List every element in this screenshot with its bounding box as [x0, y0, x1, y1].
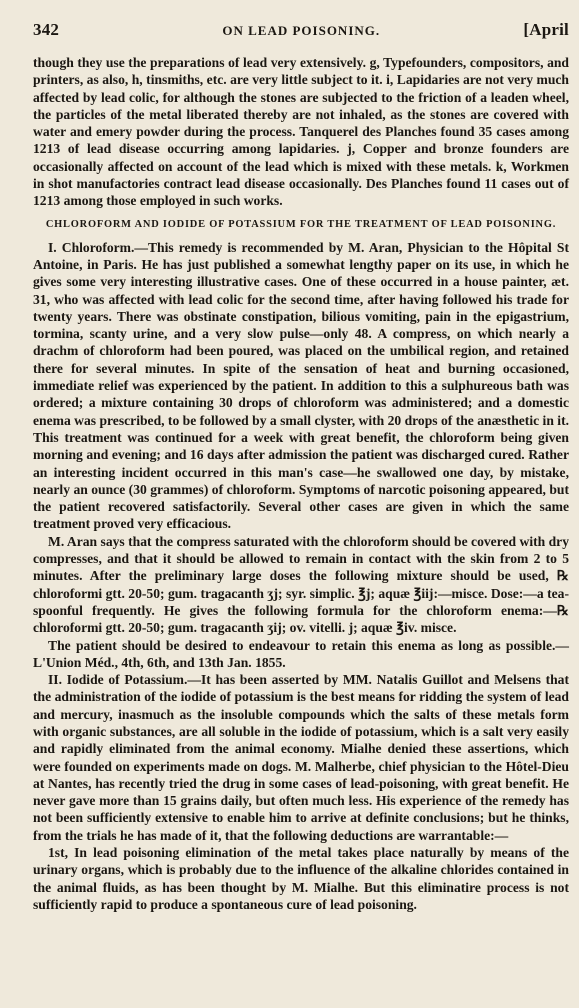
- page-number: 342: [33, 20, 60, 39]
- running-title: ON LEAD POISONING.: [222, 23, 381, 38]
- section-heading: CHLOROFORM AND IODIDE OF POTASSIUM FOR THE TREATMENT OF LEAD POISONING.: [45, 218, 557, 230]
- body-text: [33, 54, 569, 913]
- paragraph-enema: The patient should be desired to endeavour to retain this enema as long as possible.—L'Union Méd., 4th, 6th, and 13th Jan. 1855.: [33, 637, 569, 670]
- paragraph-iodide: II. Iodide of Potassium.—It has been asserted by MM. Natalis Guillot and Melsens that the administration of the iodide of potassium is the best means for ridding the system of lead and mercury, inasmuch as the insoluble compounds which the salts of these metals form with organic substances, are all soluble in the iodide of potassium, which is a salt very easily and rapidly eliminated from the animal economy. Mialhe denied these assertions, which were founded on experiments made on dogs. M. Malherbe, chief physician to the Hôtel-Dieu at Nantes, has recently tried the drug in some cases of lead-poisoning, with great benefit. He never gave more than 15 grains daily, but often much less. His experience of the remedy has not been sufficiently extensive to enable him to arrive at definite conclusions; but he thinks, from the trials he has made of it, that the following deductions are warrantable:—: [33, 672, 569, 843]
- paragraph-compress: M. Aran says that the compress saturated with the chloroform should be covered with dry compresses, and that it should be allowed to remain in contact with the skin from 2 to 5 minutes. After the preliminary large doses the following mixture should be used, ℞ chloroformi gtt. 20-50; gum. tragacanth ʒj; syr. simplic. ℥j; aquæ ℥iij:—misce. Dose:—a tea-spoonful frequently. He gives the following formula for the chloroform enema:—℞ chloroformi gtt. 20-50; gum. tragacanth ʒij; ov. vitelli. j; aquæ ℥iv. misce.: [33, 533, 569, 636]
- paragraph-chloroform: I. Chloroform.—This remedy is recommended by M. Aran, Physician to the Hôpital St Antoine, in Paris. He has just published a somewhat lengthy paper on its use, in which he gives some very interesting illustrative cases. One of these occurred in a house painter, æt. 31, who was affected with lead colic for the second time, after having followed his trade for twenty years. There was obstinate constipation, bilious vomiting, pain in the epigastrium, tormina, scanty urine, and a very slow pulse—only 48. A compress, on which nearly a drachm of chloroform had been poured, was placed on the umbilical region, and retained there for several minutes. In spite of the sensation of heat and burning occasioned, immediate relief was experienced by the patient. In addition to this a sulphureous bath was ordered; a mixture containing 30 drops of chloroform was administered; and a domestic enema was prescribed, to be followed by a small clyster, with 20 drops of the anæsthetic in it. This treatment was continued for a week with great benefit, the chloroform being given morning and evening; and 16 days after admission the patient was discharged cured. Rather an interesting incident occurred in this man's case—he swallowed one day, by mistake, nearly an ounce (30 grammes) of chloroform. Symptoms of narcotic poisoning appeared, but the patient recovered satisfactorily. Several other cases are given in which the same treatment proved very efficacious.: [33, 239, 569, 532]
- running-head: [33, 20, 569, 44]
- running-month: [April: [523, 20, 569, 39]
- paragraph-lead-trades: though they use the preparations of lead very extensively. g, Typefounders, compositors, and printers, as also, h, tinsmiths, etc. are very little subject to it. i, Lapidaries are not very much affected by lead colic, for although the stones are subjected to the friction of a leaden wheel, the particles of the metal liberated thereby are not inhaled, as the stones are covered with water and emery powder during the process. Tanquerel des Planches found 35 cases among 1213 of lead disease occurring among lapidaries. j, Copper and bronze founders are occasionally affected on account of the lead which is mixed with these metals. k, Workmen in shot manufactories contract lead disease occasionally. Des Planches found 11 cases out of 1213 among those employed in such works.: [33, 55, 569, 209]
- paragraph-deduction-1: 1st, In lead poisoning elimination of the metal takes place naturally by means of the urinary organs, which is probably due to the influence of the alkaline chlorides contained in the animal fluids, as has been thought by M. Mialhe. But this eliminatire process is not sufficiently rapid to produce a spontaneous cure of lead poisoning.: [33, 845, 569, 912]
